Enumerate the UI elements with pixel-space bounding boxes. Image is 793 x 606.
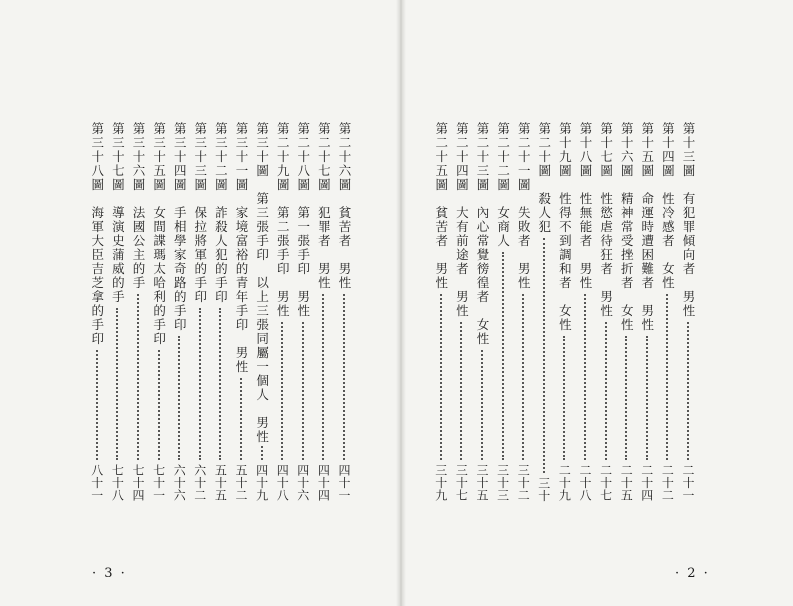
leader-dots — [502, 252, 504, 460]
toc-entry — [231, 122, 251, 502]
toc-entry-title: 第三十六圖 法國公主的手 — [131, 122, 146, 290]
toc-entry-title: 第二十三圖 內心常覺徬徨者 女性 — [475, 122, 490, 346]
toc-entry-title: 第二十二圖 女商人 — [495, 122, 511, 248]
toc-entry-title: 第三十七圖 導演史蒲威的手 — [110, 122, 126, 304]
leader-dots — [522, 294, 524, 460]
leader-dots — [605, 322, 607, 460]
toc-entry-title: 第三十圖 第三張手印 以上三張同屬一個人 男性 — [254, 122, 270, 444]
toc-entry-page: 五十二 — [234, 464, 248, 502]
toc-entry-page: 二十四 — [639, 464, 654, 502]
leader-dots — [199, 308, 201, 460]
toc-entry — [554, 122, 574, 502]
toc-entry-page: 二十五 — [619, 464, 634, 502]
leader-dots — [261, 446, 263, 460]
toc-entry — [313, 122, 333, 502]
toc-entry — [149, 122, 169, 502]
toc-entry — [87, 122, 107, 502]
toc-entry-page: 二十九 — [557, 464, 572, 502]
leader-dots — [158, 350, 160, 460]
toc-entry-title: 第十九圖 性得不到調和者 女性 — [557, 122, 573, 332]
leader-dots — [137, 294, 139, 460]
toc-entry-page: 四十一 — [337, 464, 351, 502]
toc-entry-page: 三十二 — [516, 464, 531, 502]
toc-entry — [534, 122, 554, 502]
page-number-right: · 2 · — [675, 566, 710, 581]
leader-dots — [625, 336, 627, 460]
toc-entry-title: 第二十四圖 大有前途者 男性 — [454, 122, 470, 318]
toc-entry — [451, 122, 471, 502]
toc-entry — [472, 122, 492, 502]
toc-entry-page: 三十九 — [433, 464, 448, 502]
toc-entry-title: 第二十八圖 第一張手印 男性 — [295, 122, 311, 318]
toc-entry — [493, 122, 513, 502]
leader-dots — [543, 238, 545, 473]
toc-entry-title: 第三十二圖 詐殺人犯的手印 — [213, 122, 229, 304]
leader-dots — [666, 294, 668, 460]
toc-entry-page: 三十 — [536, 477, 551, 502]
right-page — [400, 0, 793, 606]
toc-entry — [334, 122, 354, 502]
leader-dots — [240, 378, 242, 460]
toc-entry-title: 第十七圖 性慾虐待狂者 男性 — [598, 122, 614, 318]
toc-entry-title: 第十五圖 命運時遭困難者 男性 — [639, 122, 655, 332]
toc-entry-page: 八十一 — [89, 464, 104, 502]
leader-dots — [584, 294, 586, 460]
leader-dots — [646, 336, 648, 460]
toc-entry-title: 第二十六圖 貧苦者 男性 — [337, 122, 352, 290]
toc-entry — [169, 122, 189, 502]
leader-dots — [96, 350, 98, 460]
toc-entry — [252, 122, 272, 502]
toc-entry — [190, 122, 210, 502]
toc-entry — [293, 122, 313, 502]
toc-entry-page: 二十一 — [681, 464, 695, 502]
toc-entry-title: 第三十三圖 保拉將軍的手印 — [192, 122, 208, 304]
toc-entry-page: 七十八 — [110, 464, 125, 502]
leader-dots — [343, 294, 345, 460]
toc-entry-page: 二十八 — [578, 464, 592, 502]
toc-entry-title: 第三十五圖 女間諜瑪太哈利的手印 — [151, 122, 167, 346]
toc-entry — [513, 122, 533, 502]
leader-dots — [116, 308, 118, 460]
leader-dots — [281, 322, 283, 460]
toc-entry-page: 四十六 — [295, 464, 310, 502]
toc-entry-title: 第三十四圖 手相學家奇路的手印 — [172, 122, 188, 332]
toc-entry-page: 七十四 — [131, 464, 145, 502]
toc-entry-page: 七十一 — [151, 464, 166, 502]
toc-entry-title: 第二十五圖 貧苦者 男性 — [433, 122, 449, 290]
toc-entry-title: 第二十圖 殺人犯 — [536, 122, 552, 234]
toc-entry-page: 三十五 — [475, 464, 489, 502]
toc-entry-title: 第十三圖 有犯罪傾向者 男性 — [681, 122, 696, 318]
toc-entry-page: 四十八 — [275, 464, 290, 502]
leader-dots — [440, 294, 442, 460]
toc-entry-title: 第十四圖 性冷感者 女性 — [660, 122, 676, 290]
toc-entry — [107, 122, 127, 502]
toc-entry-title: 第三十一圖 家境富裕的青年手印 男性 — [234, 122, 249, 374]
leader-dots — [178, 336, 180, 460]
leader-dots — [460, 322, 462, 460]
toc-entry-title: 第二十九圖 第二張手印 男性 — [275, 122, 291, 318]
leader-dots — [219, 308, 221, 460]
toc-entry — [128, 122, 148, 502]
toc-entry — [616, 122, 636, 502]
toc-entry — [272, 122, 292, 502]
toc-entry — [210, 122, 230, 502]
toc-entry-page: 三十三 — [495, 464, 510, 502]
toc-entry-title: 第三十八圖 海軍大臣吉芝拿的手印 — [89, 122, 105, 346]
toc-entry-page: 二十七 — [598, 464, 613, 502]
toc-entry — [637, 122, 657, 502]
leader-dots — [302, 322, 304, 460]
toc-entry-page: 四十四 — [316, 464, 331, 502]
toc-entry — [575, 122, 595, 502]
leader-dots — [687, 322, 689, 460]
toc-entry-title: 第十六圖 精神常受挫折者 女性 — [619, 122, 635, 332]
toc-entry — [657, 122, 677, 502]
toc-entry-title: 第二十七圖 犯罪者 男性 — [316, 122, 332, 290]
leader-dots — [563, 336, 565, 460]
toc-entry-page: 四十九 — [254, 464, 269, 502]
toc-entry — [596, 122, 616, 502]
toc-entry-page: 三十七 — [454, 464, 469, 502]
toc-entry-page: 五十五 — [213, 464, 228, 502]
toc-entry-title: 第二十一圖 失敗者 男性 — [516, 122, 532, 290]
toc-entry-page: 六十六 — [172, 464, 187, 502]
toc-entry-page: 六十二 — [192, 464, 207, 502]
toc-entry — [431, 122, 451, 502]
toc-entry — [678, 122, 698, 502]
leader-dots — [322, 294, 324, 460]
page-number-left: · 3 · — [92, 566, 127, 581]
toc-entry-page: 二十二 — [660, 464, 675, 502]
leader-dots — [481, 350, 483, 460]
toc-entry-title: 第十八圖 性無能者 男性 — [578, 122, 593, 290]
